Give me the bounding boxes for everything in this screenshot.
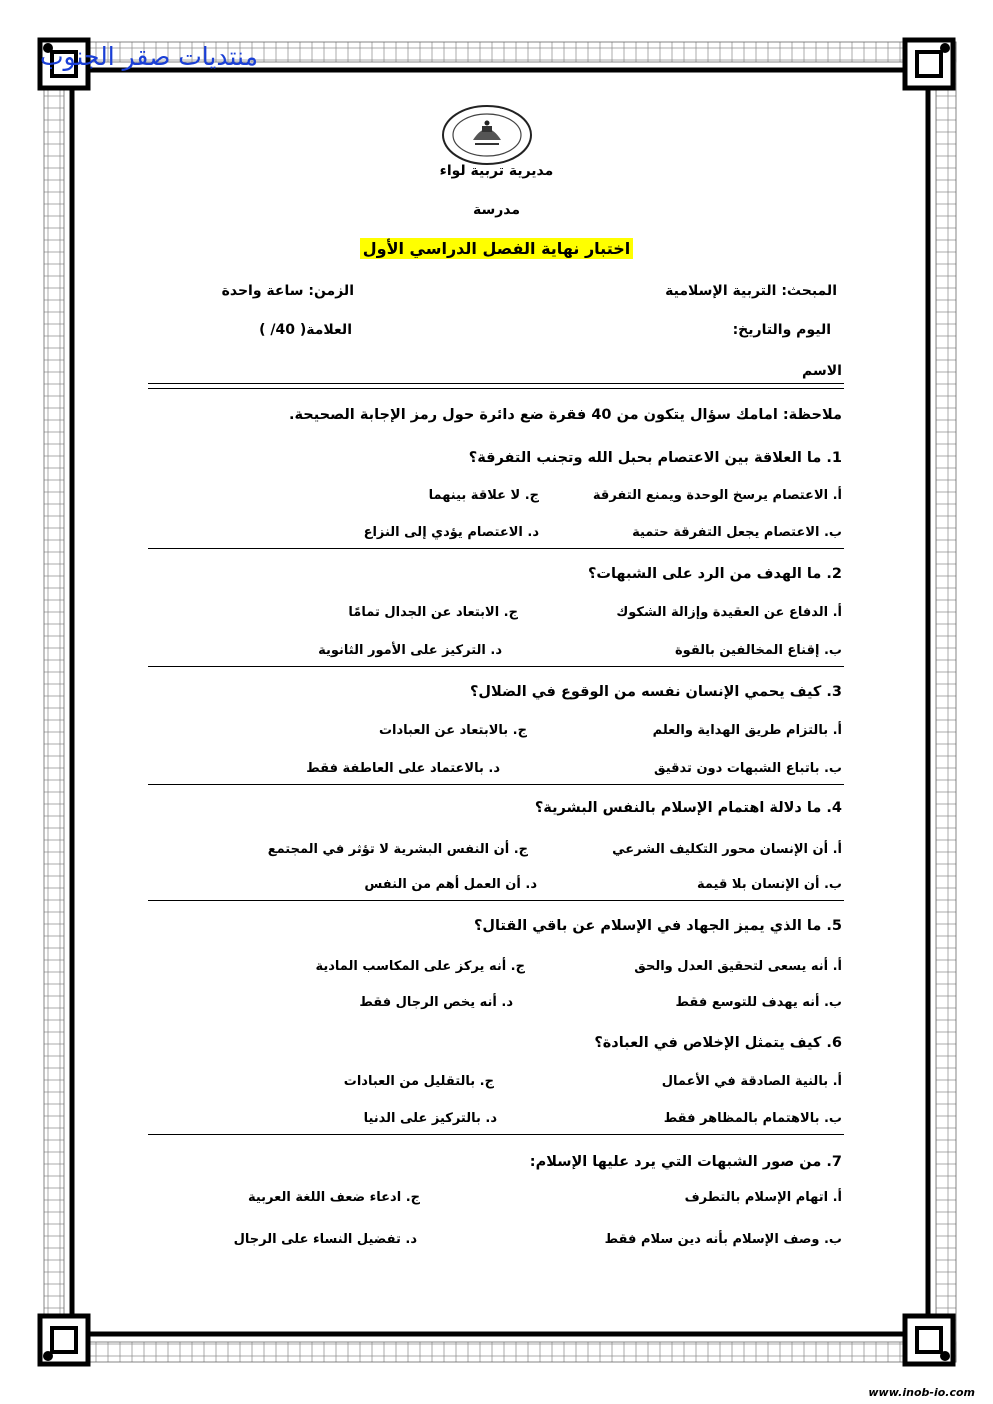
q4-option-c[interactable]: ج. أن النفس البشرية لا تؤثر في المجتمع [267,842,528,857]
question-divider [148,548,844,549]
q7-option-c[interactable]: ج. ادعاء ضعف اللغة العربية [247,1190,420,1205]
student-name-label: الاسم [802,363,842,379]
q3-option-b[interactable]: ب. باتباع الشبهات دون تدقيق [654,761,842,776]
exam-title: اختبار نهاية الفصل الدراسي الأول [360,238,634,259]
question-5: 5. ما الذي يميز الجهاد في الإسلام عن باقي القتال؟ [473,918,842,934]
q1-option-d[interactable]: د. الاعتصام يؤدي إلى النزاع [363,525,539,540]
q7-option-a[interactable]: أ. اتهام الإسلام بالتطرف [684,1190,842,1205]
directorate-label: مديرية تربية لواء [439,163,554,179]
q4-option-a[interactable]: أ. أن الإنسان محور التكليف الشرعي [612,842,842,857]
q4-option-d[interactable]: د. أن العمل أهم من النفس [364,877,537,892]
q2-option-a[interactable]: أ. الدفاع عن العقيدة وإزالة الشكوك [616,605,842,620]
q1-option-c[interactable]: ج. لا علاقة بينهما [428,488,539,503]
question-4: 4. ما دلالة اهتمام الإسلام بالنفس البشرية؟ [534,800,842,816]
question-7: 7. من صور الشبهات التي يرد عليها الإسلام: [529,1154,842,1170]
question-6: 6. كيف يتمثل الإخلاص في العبادة؟ [594,1035,842,1051]
q5-option-a[interactable]: أ. أنه يسعى لتحقيق العدل والحق [634,959,842,974]
footer-url[interactable]: www.inob-io.com [868,1386,975,1399]
q3-option-a[interactable]: أ. بالتزام طريق الهداية والعلم [652,723,842,738]
question-2: 2. ما الهدف من الرد على الشبهات؟ [587,566,842,582]
corner-ornament-top-right [905,40,953,88]
question-divider [148,900,844,901]
school-label: مدرسة [472,202,521,218]
q6-option-a[interactable]: أ. بالنية الصادقة في الأعمال [661,1074,842,1089]
time-label: الزمن: ساعة واحدة [221,283,354,299]
q5-option-c[interactable]: ج. أنه يركز على المكاسب المادية [315,959,525,974]
q2-option-d[interactable]: د. التركيز على الأمور الثانوية [318,643,502,658]
watermark-text: منتديات صقر الجنوب [40,42,258,71]
q6-option-b[interactable]: ب. بالاهتمام بالمظاهر فقط [663,1111,842,1126]
q7-option-d[interactable]: د. تفضيل النساء على الرجال [233,1232,417,1247]
question-3: 3. كيف يحمي الإنسان نفسه من الوقوع في الضلال؟ [470,684,842,700]
q1-option-a[interactable]: أ. الاعتصام يرسخ الوحدة ويمنع التفرقة [592,488,842,503]
q2-option-b[interactable]: ب. إقناع المخالفين بالقوة [675,643,842,658]
header-divider-1 [148,383,844,384]
q1-option-b[interactable]: ب. الاعتصام يجعل التفرقة حتمية [632,525,842,540]
subject-label: المبحث: التربية الإسلامية [665,283,837,299]
q5-option-b[interactable]: ب. أنه يهدف للتوسع فقط [675,995,842,1010]
q3-option-d[interactable]: د. بالاعتماد على العاطفة فقط [306,761,500,776]
question-divider [148,1134,844,1135]
header-divider-2 [148,388,844,389]
mark-label: العلامة( 40/ ) [259,322,352,338]
instructions-note: ملاحظة: امامك سؤال يتكون من 40 فقرة ضع دائرة حول رمز الإجابة الصحيحة. [288,407,842,423]
q7-option-b[interactable]: ب. وصف الإسلام بأنه دين سلام فقط [604,1232,842,1247]
q3-option-c[interactable]: ج. بالابتعاد عن العبادات [378,723,527,738]
q2-option-c[interactable]: ج. الابتعاد عن الجدال تمامًا [348,605,518,620]
exam-title-wrap [0,239,993,258]
q6-option-d[interactable]: د. بالتركيز على الدنيا [363,1111,497,1126]
corner-ornament-bottom-left [40,1316,88,1364]
ministry-seal-logo [441,104,533,166]
q5-option-d[interactable]: د. أنه يخص الرجال فقط [359,995,513,1010]
question-divider [148,784,844,785]
corner-ornament-bottom-right [905,1316,953,1364]
q4-option-b[interactable]: ب. أن الإنسان بلا قيمة [696,877,842,892]
question-1: 1. ما العلاقة بين الاعتصام بحبل الله وتجنب التفرقة؟ [468,450,842,466]
day-date-label: اليوم والتاريخ: [732,322,831,338]
q6-option-c[interactable]: ج. بالتقليل من العبادات [343,1074,494,1089]
question-divider [148,666,844,667]
